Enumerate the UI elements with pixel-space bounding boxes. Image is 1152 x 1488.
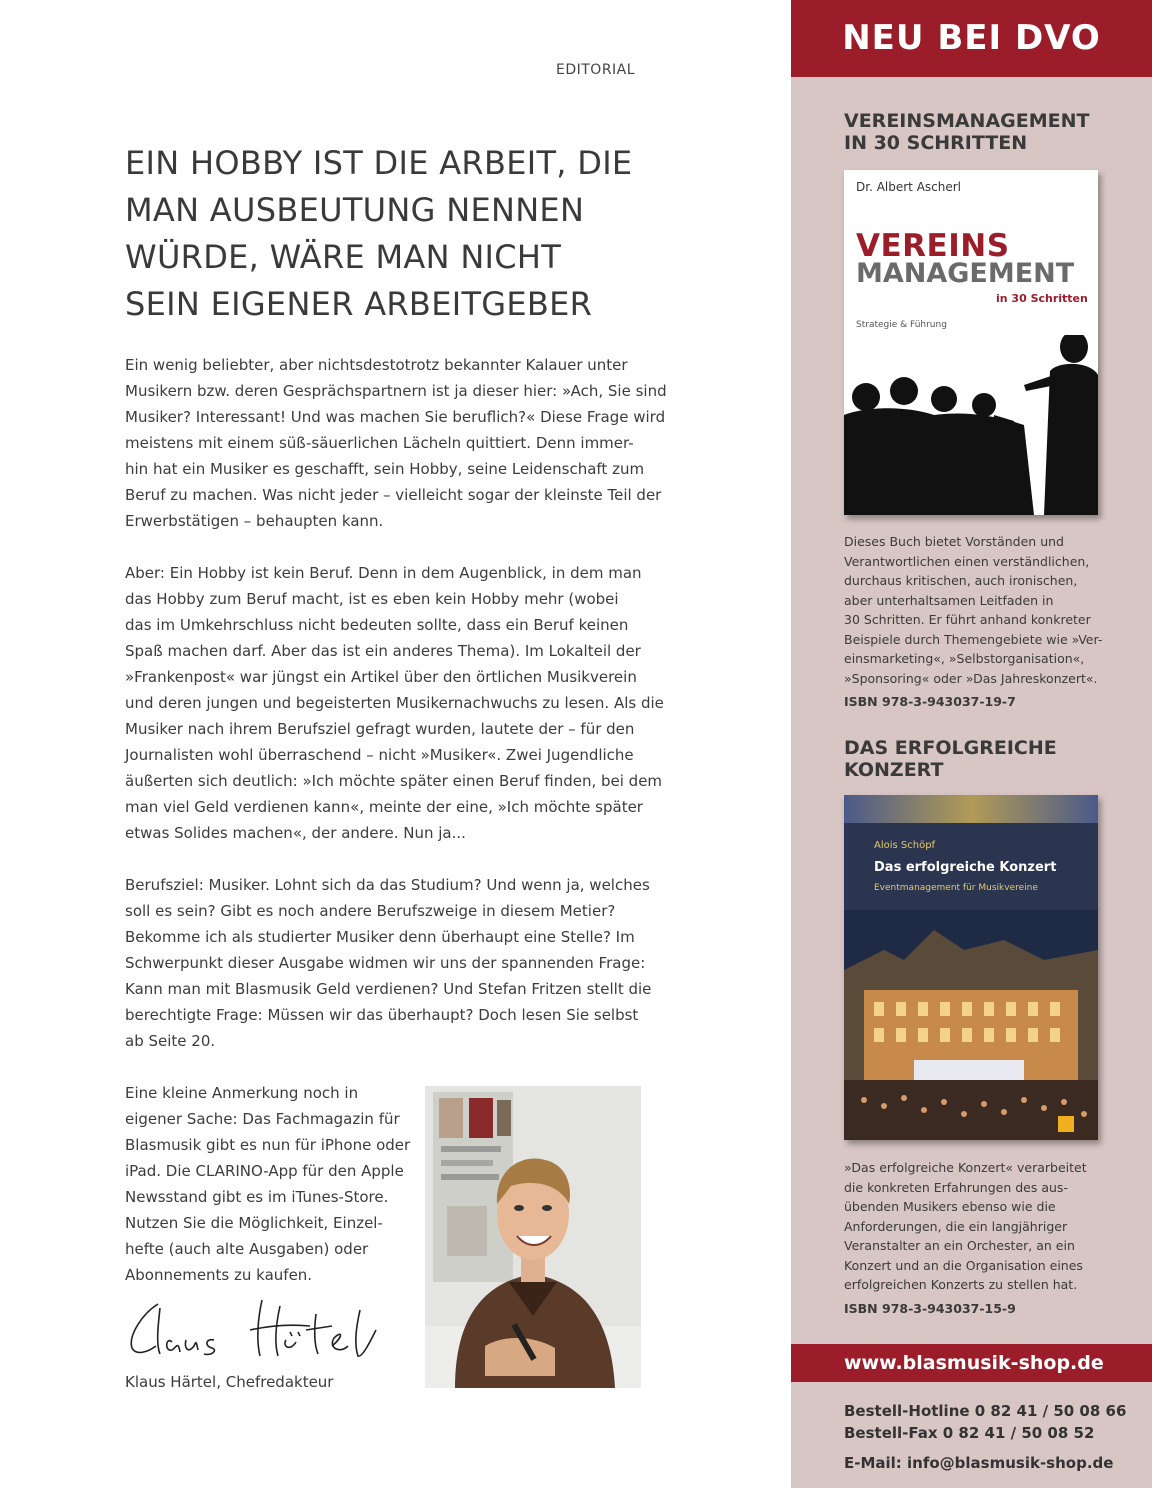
hotline-text: Bestell-Hotline 0 82 41 / 50 08 66 [844, 1402, 1127, 1420]
book2-cover-subtitle: Eventmanagement für Musikvereine [874, 883, 1038, 893]
contact-info [844, 1400, 1126, 1474]
text-line: durchaus kritischen, auch ironischen, [844, 573, 1078, 588]
text-line: Dieses Buch bietet Vorständen und [844, 534, 1064, 549]
author-note [125, 1080, 415, 1288]
book2-description [844, 1158, 1144, 1318]
headline-line: WÜRDE, WÄRE MAN NICHT [125, 238, 562, 276]
text-line: Kann man mit Blasmusik Geld verdienen? Und Stefan Fritzen stellt die [125, 980, 652, 998]
text-line: einsmarketing«, »Selbstorganisation«, [844, 651, 1085, 666]
headline-line: MAN AUSBEUTUNG NENNEN [125, 191, 585, 229]
book2-title-line: DAS ERFOLGREICHE [844, 737, 1057, 759]
text-line: meistens mit einem süß-säuerlichen Lächeln quittiert. Denn immer- [125, 434, 634, 452]
text-line: Abonnements zu kaufen. [125, 1266, 313, 1284]
text-line: Ein wenig beliebter, aber nichtsdestotrotz bekannter Kalauer unter [125, 356, 628, 374]
text-line: Bekomme ich als studierter Musiker denn überhaupt eine Stelle? Im [125, 928, 635, 946]
text-line: Berufsziel: Musiker. Lohnt sich da das Studium? Und wenn ja, welches [125, 876, 650, 894]
paragraph-2 [125, 560, 664, 846]
text-line: eigener Sache: Das Fachmagazin für [125, 1110, 400, 1128]
text-line: »Sponsoring« oder »Das Jahreskonzert«. [844, 670, 1098, 686]
text-line: Anforderungen, die ein langjähriger [844, 1218, 1068, 1234]
book2-title-line: KONZERT [844, 759, 944, 781]
fax-text: Bestell-Fax 0 82 41 / 50 08 52 [844, 1424, 1095, 1442]
text-line: etwas Solides machen«, der andere. Nun ja... [125, 824, 466, 842]
text-line: aber unterhaltsamen Leitfaden in [844, 592, 1054, 608]
text-line: Aber: Ein Hobby ist kein Beruf. Denn in dem Augenblick, in dem man [125, 564, 642, 582]
book1-cover-author: Dr. Albert Ascherl [856, 180, 962, 194]
text-line: soll es sein? Gibt es noch andere Berufszweige in diesem Metier? [125, 902, 616, 920]
book1-title-line: IN 30 SCHRITTEN [844, 132, 1028, 154]
text-line: Musikern bzw. deren Gesprächspartnern ist ja dieser hier: »Ach, Sie sind [125, 382, 667, 400]
book2-cover[interactable] [844, 795, 1098, 1140]
book1-cover-title-1: VEREINS [856, 228, 1010, 264]
text-line: Musiker? Interessant! Und was machen Sie beruflich?« Diese Frage wird [125, 408, 666, 426]
headline [125, 140, 685, 328]
text-line: Beruf zu machen. Was nicht jeder – vielleicht sogar der kleinste Teil der [125, 486, 662, 504]
text-line: »Das erfolgreiche Konzert« verarbeitet [844, 1160, 1087, 1175]
book1-cover-tagline: Strategie & Führung [856, 320, 947, 330]
orchestra-silhouette-image [844, 335, 1098, 515]
email-link[interactable]: E-Mail: info@blasmusik-shop.de [844, 1454, 1114, 1472]
headline-line: SEIN EIGENER ARBEITGEBER [125, 285, 593, 323]
book1-cover-title-2: MANAGEMENT [856, 258, 1075, 289]
text-line: Verantwortlichen einen verständlichen, [844, 553, 1090, 569]
text-line: erfolgreichen Konzerts zu stellen hat. [844, 1277, 1078, 1292]
concert-venue-image [844, 910, 1098, 1140]
signature-caption: Klaus Härtel, Chefredakteur [125, 1373, 334, 1391]
text-line: übenden Musikers ebenso wie die [844, 1199, 1056, 1214]
book1-title [844, 110, 1134, 154]
book1-isbn: ISBN 978-3-943037-19-7 [844, 694, 1016, 709]
section-label: EDITORIAL [556, 62, 636, 78]
text-line: ab Seite 20. [125, 1032, 216, 1050]
shop-url-link[interactable]: www.blasmusik-shop.de [791, 1344, 1152, 1382]
signature-image [120, 1296, 390, 1372]
author-photo [425, 1086, 641, 1388]
text-line: hin hat ein Musiker es geschafft, sein Hobby, seine Leidenschaft zum [125, 460, 645, 478]
text-line: Schwerpunkt dieser Ausgabe widmen wir uns der spannenden Frage: [125, 954, 646, 972]
text-line: Beispiele durch Themengebiete wie »Ver- [844, 631, 1103, 647]
book2-title [844, 737, 1134, 781]
text-line: »Frankenpost« war jüngst ein Artikel über den örtlichen Musikverein [125, 668, 637, 686]
text-line: Nutzen Sie die Möglichkeit, Einzel- [125, 1214, 383, 1232]
text-line: Eine kleine Anmerkung noch in [125, 1084, 359, 1102]
text-line: hefte (auch alte Ausgaben) oder [125, 1240, 369, 1258]
book1-cover-subtitle: in 30 Schritten [996, 292, 1088, 305]
text-line: man viel Geld verdienen kann«, meinte der eine, »Ich möchte später [125, 798, 643, 816]
text-line: iPad. Die CLARINO-App für den Apple [125, 1162, 404, 1180]
article-body [125, 352, 667, 1080]
book1-title-line: VEREINSMANAGEMENT [844, 110, 1090, 132]
text-line: Spaß machen darf. Aber das ist ein anderes Thema). Im Lokalteil der [125, 642, 641, 660]
text-line: 30 Schritten. Er führt anhand konkreter [844, 612, 1091, 627]
book2-cover-author: Alois Schöpf [874, 840, 936, 851]
book1-description [844, 532, 1144, 712]
book2-cover-title: Das erfolgreiche Konzert [874, 860, 1057, 875]
text-line: äußerten sich deutlich: »Ich möchte später einen Beruf finden, bei dem [125, 772, 663, 790]
paragraph-3 [125, 872, 652, 1054]
book2-cover-strip [844, 795, 1098, 823]
author-photo-illustration [425, 1086, 641, 1388]
paragraph-1 [125, 352, 667, 534]
text-line: Blasmusik gibt es nun für iPhone oder [125, 1136, 411, 1154]
text-line: und deren jungen und begeisterten Musikernachwuchs zu lesen. Als die [125, 694, 664, 712]
sidebar-banner: NEU BEI DVO [791, 0, 1152, 77]
text-line: das im Umkehrschluss nicht bedeuten sollte, dass ein Beruf keinen [125, 616, 629, 634]
text-line: Erwerbstätigen – behaupten kann. [125, 512, 384, 530]
sidebar [791, 0, 1152, 1488]
text-line: berechtigte Frage: Müssen wir das überhaupt? Doch lesen Sie selbst [125, 1006, 639, 1024]
text-line: Musiker nach ihrem Berufsziel gefragt wurden, lautete der – für den [125, 720, 635, 738]
text-line: Konzert und an die Organisation eines [844, 1257, 1083, 1273]
text-line: Veranstalter an ein Orchester, an ein [844, 1238, 1075, 1253]
text-line: das Hobby zum Beruf macht, ist es eben kein Hobby mehr (wobei [125, 590, 619, 608]
book2-isbn: ISBN 978-3-943037-15-9 [844, 1300, 1016, 1316]
headline-line: EIN HOBBY IST DIE ARBEIT, DIE [125, 144, 633, 182]
text-line: Journalisten wohl überraschend – nicht »Musiker«. Zwei Jugendliche [125, 746, 634, 764]
text-line: Newsstand gibt es im iTunes-Store. [125, 1188, 389, 1206]
book1-cover[interactable] [844, 170, 1098, 515]
text-line: die konkreten Erfahrungen des aus- [844, 1179, 1068, 1195]
